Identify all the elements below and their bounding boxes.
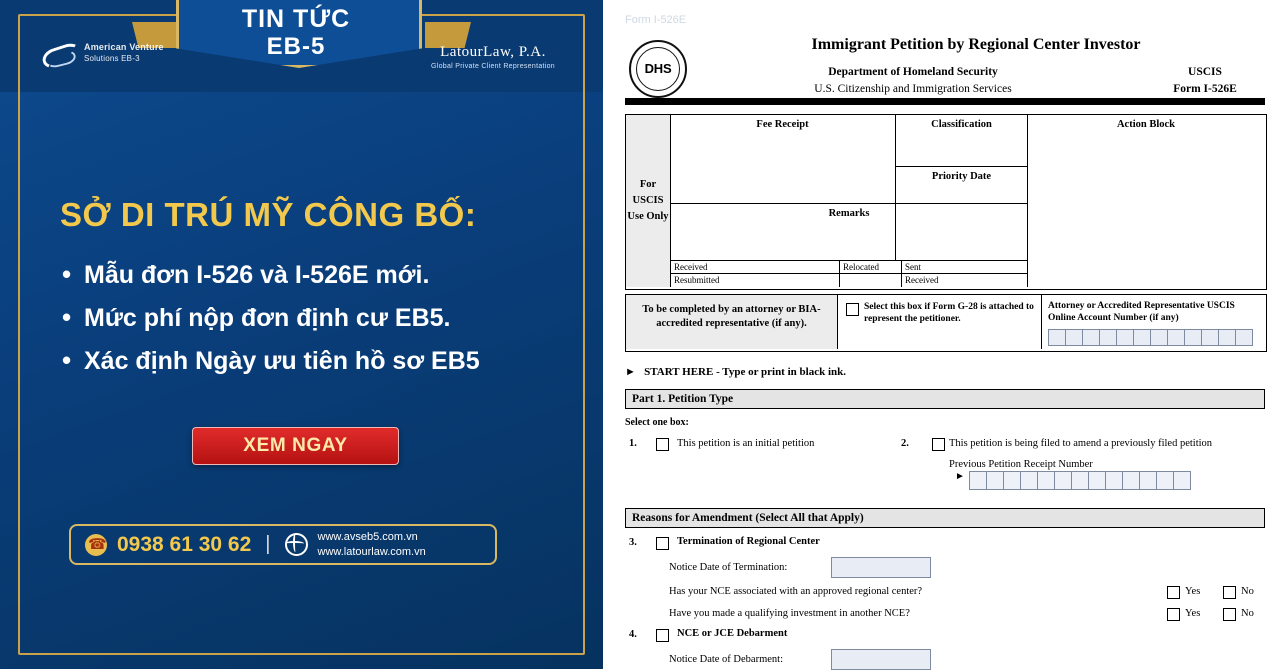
action-block-label: Action Block [1116,119,1176,130]
g28-note: Select this box if Form G-28 is attached to represent the petitioner. [864,302,1034,325]
select-one-box-label: Select one box: [625,417,689,428]
start-here-instruction [625,366,846,378]
attorney-account-input[interactable] [1048,329,1258,346]
ribbon-subtitle-text: EB-5 [266,33,326,61]
eb5-news-banner [0,0,603,669]
q3-number [629,537,637,548]
g28-checkbox[interactable] [846,303,859,316]
previous-receipt-label: Previous Petition Receipt Number [949,459,1093,470]
uscis-label: USCIS [1188,66,1222,78]
sent-cell[interactable] [902,261,1028,274]
phone-icon [85,534,107,556]
page-title: Immigrant Petition by Regional Center Investor [811,36,1141,53]
q3-num-label: 3. [629,537,637,548]
uscis-form-i526e [603,0,1280,669]
q4-notice-date-label: Notice Date of Debarment: [669,654,783,665]
list-item: • Mức phí nộp đơn định cư EB5. [60,299,600,338]
q3a-question: Has your NCE associated with an approved regional center? [669,586,923,597]
department-name: Department of Homeland Security [828,66,998,78]
form-watermark-text: Form I-526E [625,14,687,26]
xem-ngay-button[interactable] [192,427,399,465]
q4-number [629,629,637,640]
received-cell[interactable] [670,261,840,274]
q3a-no-label: No [1241,586,1254,597]
q4-checkbox[interactable] [656,629,669,642]
q3a-no-checkbox[interactable] [1223,586,1236,599]
q3b-yes-checkbox[interactable] [1167,608,1180,621]
previous-receipt-input[interactable] [969,471,1191,490]
attorney-account-label: Attorney or Accredited Representative USCIS Online Account Number (if any) [1048,301,1235,324]
dhs-seal-inner [636,47,680,91]
contact-bar [69,524,497,565]
banner-headline: SỞ DI TRÚ MỸ CÔNG BỐ: [60,196,477,233]
q4-text: NCE or JCE Debarment [677,628,788,639]
avs-logo-name: American Venture [84,42,164,53]
q4-num-label: 4. [629,629,637,640]
website-link-2[interactable]: www.latourlaw.com.vn [317,545,426,558]
attorney-note: To be completed by an attorney or BIA-accredited representative (if any). [626,295,838,349]
q3-checkbox[interactable] [656,537,669,550]
arrow-right-icon: ► [625,366,636,378]
resubmitted-label: Resubmitted [674,275,720,285]
part1-label: Part 1. Petition Type [632,393,734,405]
q1-num-label: 1. [629,438,637,449]
q1-checkbox[interactable] [656,438,669,451]
contact-divider: | [265,533,271,555]
received2-label: Received [905,275,939,285]
q3-notice-date-input[interactable] [831,557,931,578]
phone-number[interactable]: 0938 61 30 62 [117,532,252,556]
ribbon-title [176,6,416,59]
q1-text: This petition is an initial petition [677,438,815,449]
avs-logo [42,42,164,64]
avs-logo-text [84,42,164,63]
q1-number [629,438,637,449]
classification-cell[interactable] [896,115,1028,167]
attorney-row [625,294,1267,352]
relocated-cell[interactable] [840,261,902,274]
q2-num-label: 2. [901,438,909,449]
remarks-label: Remarks [828,208,870,219]
avs-logo-sub: Solutions EB-3 [84,53,140,63]
priority-date-label: Priority Date [931,171,992,182]
latourlaw-tagline: Global Private Client Representation [430,63,555,70]
action-block-cell[interactable] [1028,115,1264,287]
uscis-block [1145,64,1265,97]
website-links[interactable] [318,530,426,560]
q3-text: Termination of Regional Center [677,536,820,547]
list-item: • Xác định Ngày ưu tiên hồ sơ EB5 [60,342,600,381]
department-block [687,64,1139,97]
q3b-no-label: No [1241,608,1254,619]
list-item: • Mẫu đơn I-526 và I-526E mới. [60,256,600,295]
q3b-question: Have you made a qualifying investment in another NCE? [669,608,910,619]
uscis-use-only-grid [625,114,1267,290]
part1-header [625,389,1265,409]
q3b-yes-label: Yes [1185,608,1201,619]
ribbon-title-text: TIN TỨC [241,5,351,33]
agency-name: U.S. Citizenship and Immigration Services [814,82,1012,95]
classification-label: Classification [931,119,992,130]
reasons-label: Reasons for Amendment (Select All that Apply) [632,512,864,524]
arrow-right-icon-2: ► [955,471,965,482]
q2-checkbox[interactable] [932,438,945,451]
sent-label: Sent [905,262,922,272]
g28-checkbox-cell[interactable] [838,295,1042,349]
reasons-for-amendment-header [625,508,1265,528]
uscis-use-only-label [626,115,671,287]
latourlaw-logo [431,44,555,70]
q3a-yes-checkbox[interactable] [1167,586,1180,599]
xem-ngay-label: XEM NGAY [243,435,348,456]
globe-icon [285,533,308,556]
attorney-account-cell [1042,295,1264,349]
q3b-no-checkbox[interactable] [1223,608,1236,621]
q2-number [901,438,909,449]
dhs-seal-initials: DHS [644,61,672,77]
received2-cell[interactable] [902,274,1028,287]
q2-text: This petition is being filed to amend a previously filed petition [949,438,1213,449]
q3-notice-date-label: Notice Date of Termination: [669,562,788,573]
dhs-seal-icon [629,40,687,98]
q4-notice-date-input[interactable] [831,649,931,670]
relocated-blank-cell[interactable] [840,274,902,287]
q3a-yes-label: Yes [1185,586,1201,597]
website-link-1[interactable]: www.avseb5.com.vn [317,530,418,543]
resubmitted-cell[interactable] [670,274,840,287]
title-divider [625,98,1265,105]
fee-receipt-label: Fee Receipt [756,119,809,130]
latourlaw-name: LatourLaw, P.A. [440,44,546,60]
received-label: Received [674,262,708,272]
uscis-use-only-text: For USCIS Use Only [627,179,669,222]
relocated-label: Relocated [843,262,879,272]
banner-bullet-list [60,256,600,384]
start-here-text: START HERE - Type or print in black ink. [644,366,846,378]
remarks-cell[interactable] [670,203,1028,261]
form-number: Form I-526E [1173,82,1237,95]
swoosh-icon [42,42,76,64]
